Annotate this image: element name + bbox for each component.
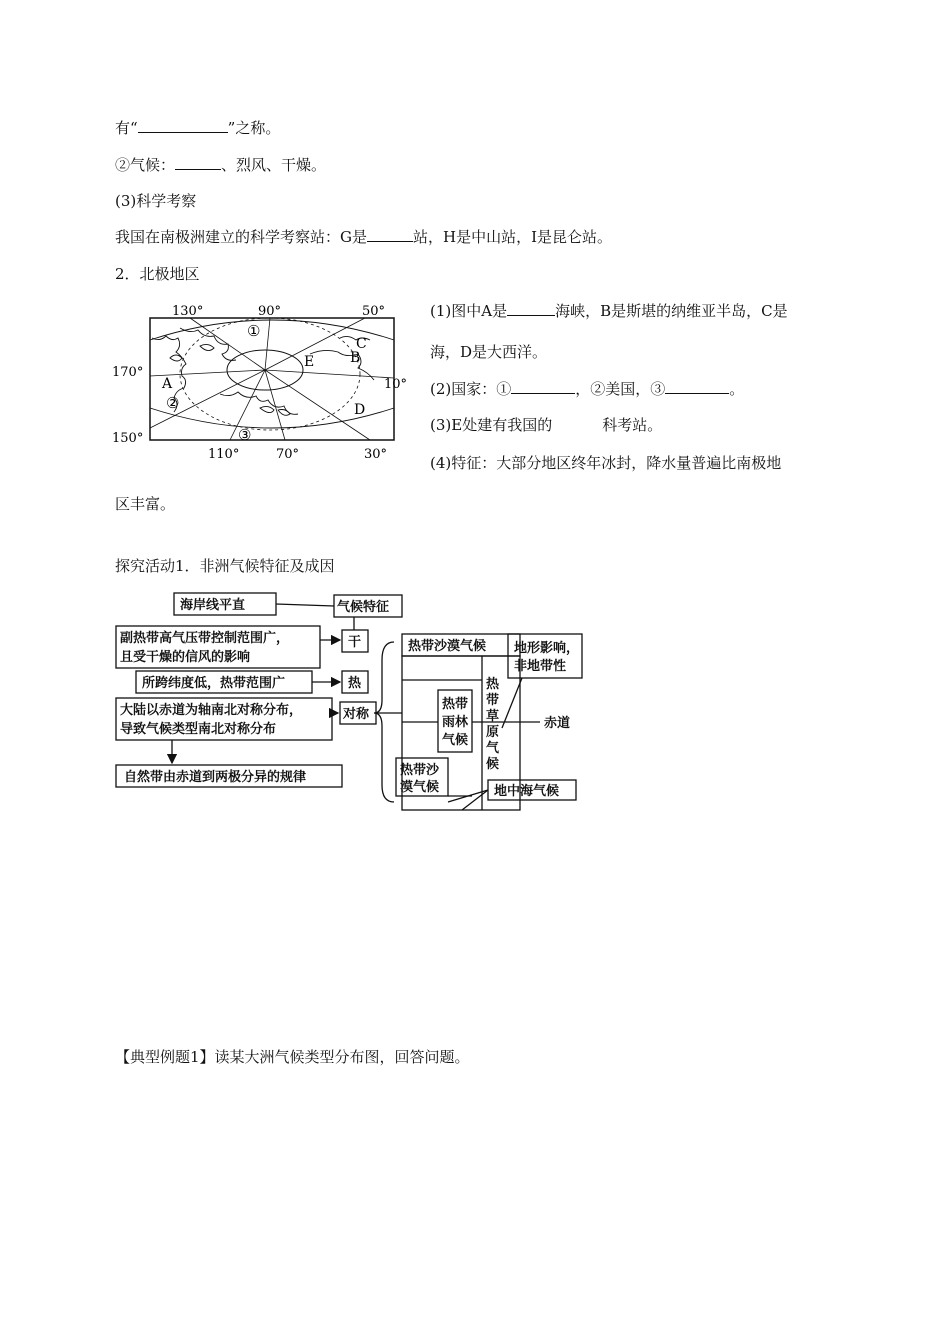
lon-50: 50° [362, 304, 386, 319]
subtropical-label-1: 副热带高气压带控制范围广， [120, 631, 290, 646]
lon-130: 130° [172, 304, 204, 319]
label-c: C [356, 336, 367, 352]
station-g-blank[interactable] [367, 227, 413, 242]
arctic-map [110, 298, 410, 468]
nickname-blank[interactable] [138, 118, 228, 133]
terrain-label-1: 地形影响， [514, 641, 580, 656]
desert-top-label: 热带沙漠气候 [408, 639, 487, 654]
q1-suffix: 海峡，B是斯堪的纳维亚半岛，C是 [555, 302, 788, 320]
climate-suffix: 、烈风、干燥。 [221, 156, 327, 174]
label-circle-3: ③ [238, 426, 252, 444]
savanna-char-5: 气 [486, 741, 500, 756]
q2-prefix: (2)国家：① [430, 380, 512, 398]
desert-bottom-label-2: 漠气候 [400, 780, 440, 795]
climate-blank[interactable] [175, 155, 221, 170]
coast-label: 海岸线平直 [180, 598, 246, 613]
q1-continued: 海，D是大西洋。 [430, 343, 548, 361]
label-b: B [350, 350, 361, 366]
lon-110: 110° [208, 447, 240, 462]
stations-prefix: 我国在南极洲建立的科学考察站：G是 [115, 228, 367, 246]
q2-suffix: 。 [729, 380, 745, 398]
line-stations [115, 227, 612, 247]
savanna-char-3: 草 [486, 709, 500, 724]
terrain-label-2: 非地带性 [514, 659, 567, 674]
q4-line: (4)特征：大部分地区终年冰封，降水量普遍比南极地 [430, 454, 782, 472]
q2-line [430, 379, 744, 399]
climate-prefix: ②气候： [115, 156, 176, 174]
q4-continued: 区丰富。 [115, 495, 176, 513]
mediterranean-label: 地中海气候 [494, 784, 560, 799]
lon-70: 70° [276, 447, 300, 462]
nickname-suffix: ”之称。 [227, 119, 281, 137]
line-science-heading: (3)科学考察 [115, 192, 197, 210]
q1-prefix: (1)图中A是 [430, 302, 508, 320]
q2-middle: ，②美国，③ [575, 380, 666, 398]
nickname-prefix: 有“ [115, 119, 138, 137]
savanna-char-2: 带 [486, 693, 500, 708]
dry-label: 干 [348, 635, 362, 650]
zonation-label: 自然带由赤道到两极分异的规律 [124, 770, 307, 785]
savanna-char-4: 原 [486, 725, 500, 740]
lon-90: 90° [258, 304, 282, 319]
q3-prefix: (3)E处建有我国的 [430, 416, 553, 434]
inquiry-heading: 探究活动1．非洲气候特征及成因 [115, 557, 335, 575]
savanna-char-6: 候 [486, 757, 500, 772]
label-circle-2: ② [166, 394, 180, 412]
symmetry-label: 对称 [343, 707, 370, 722]
lon-10: 10° [384, 377, 408, 392]
lon-30: 30° [364, 447, 388, 462]
symmetric-label-2: 导致气候类型南北对称分布 [120, 722, 277, 737]
stations-suffix: 站，H是中山站，I是昆仑站。 [412, 228, 612, 246]
example-heading: 【典型例题1】读某大洲气候类型分布图，回答问题。 [115, 1048, 470, 1066]
lon-150: 150° [112, 431, 144, 446]
feature-label: 气候特征 [337, 600, 390, 615]
desert-bottom-label-1: 热带沙 [400, 763, 440, 778]
country-1-blank[interactable] [511, 379, 575, 394]
subtropical-label-2: 且受干燥的信风的影响 [120, 650, 251, 665]
symmetric-label-1: 大陆以赤道为轴南北对称分布， [120, 703, 303, 718]
country-3-blank[interactable] [665, 379, 729, 394]
savanna-char-1: 热 [486, 677, 500, 692]
africa-climate-flowchart [112, 590, 592, 820]
rainforest-label-2: 雨林 [442, 715, 469, 730]
label-e: E [304, 354, 315, 370]
hot-label: 热 [348, 676, 362, 691]
line-nickname [115, 118, 280, 138]
q3-suffix: 科考站。 [602, 416, 663, 434]
strait-blank[interactable] [507, 301, 555, 316]
q1-line [430, 301, 788, 321]
line-climate [115, 155, 326, 175]
label-d: D [354, 402, 366, 418]
equator-label: 赤道 [544, 716, 571, 731]
latitude-label: 所跨纬度低，热带范围广 [142, 676, 286, 691]
section-arctic-heading: 2．北极地区 [115, 265, 200, 283]
q3-line [430, 415, 662, 435]
rainforest-label-3: 气候 [442, 733, 469, 748]
rainforest-label-1: 热带 [442, 697, 469, 712]
label-circle-1: ① [247, 322, 261, 340]
label-a: A [162, 376, 173, 392]
lon-170: 170° [112, 365, 144, 380]
